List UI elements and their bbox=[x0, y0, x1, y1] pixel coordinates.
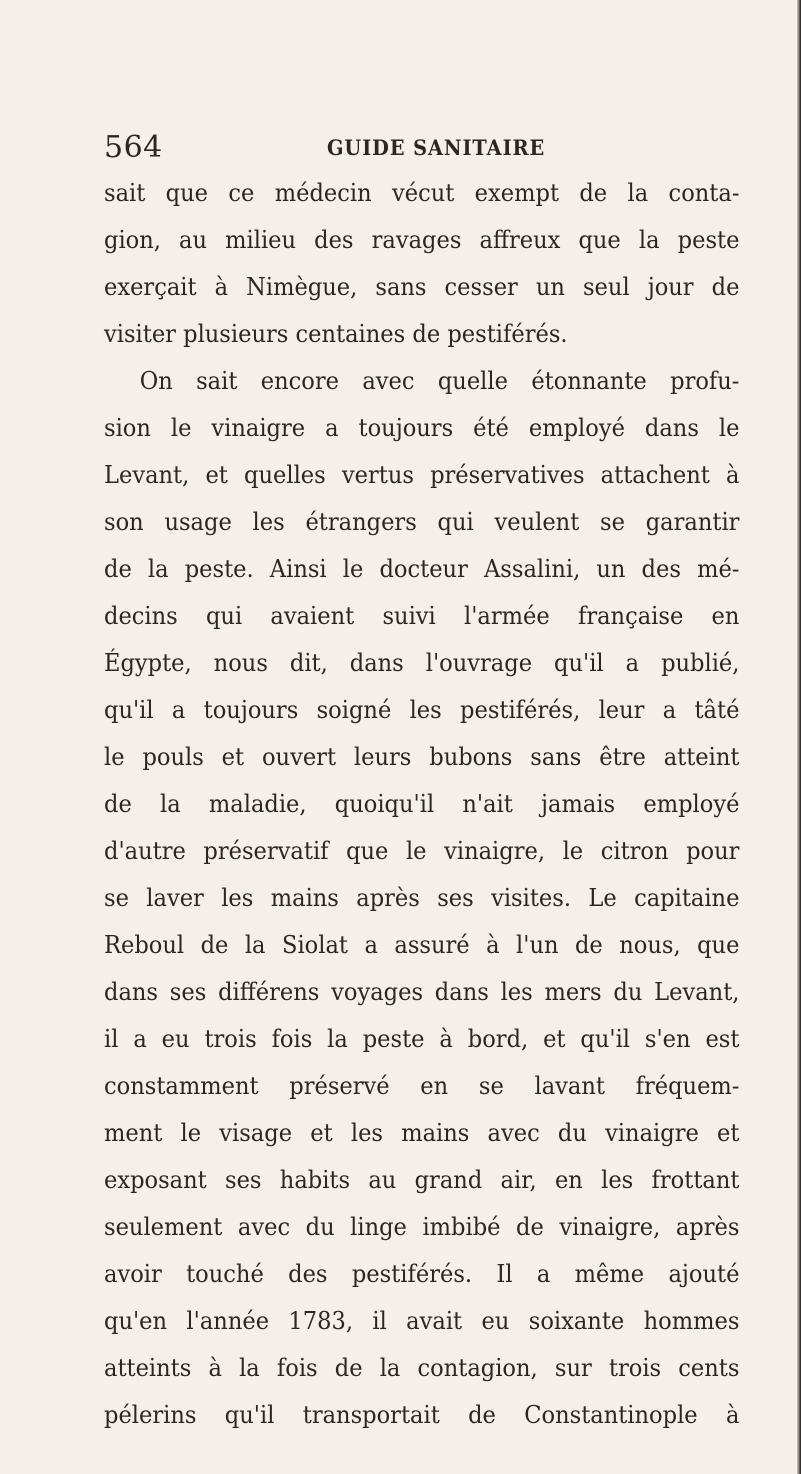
text-line: pélerins qu'il transportait de Constantinople à bbox=[104, 1401, 740, 1429]
text-line: constamment préservé en se lavant fréquem- bbox=[104, 1072, 740, 1100]
running-head: GUIDE SANITAIRE bbox=[327, 135, 546, 160]
text-line: il a eu trois fois la peste à bord, et qu'il s'en est bbox=[104, 1025, 740, 1053]
text-line: sion le vinaigre a toujours été employé dans le bbox=[104, 414, 740, 442]
text-line: sait que ce médecin vécut exempt de la conta- bbox=[104, 179, 740, 207]
text-line: dans ses différens voyages dans les mers du Levant, bbox=[104, 978, 740, 1006]
text-line: exerçait à Nimègue, sans cesser un seul jour de bbox=[104, 273, 740, 301]
page-number: 564 bbox=[104, 130, 163, 165]
text-line: de la maladie, quoiqu'il n'ait jamais employé bbox=[104, 790, 740, 818]
body-text bbox=[104, 170, 740, 1439]
text-line: gion, au milieu des ravages affreux que la peste bbox=[104, 226, 740, 254]
text-line: Égypte, nous dit, dans l'ouvrage qu'il a publié, bbox=[104, 649, 740, 677]
text-line: qu'en l'année 1783, il avait eu soixante hommes bbox=[104, 1307, 740, 1335]
text-line: seulement avec du linge imbibé de vinaigre, après bbox=[104, 1213, 740, 1241]
text-line: de la peste. Ainsi le docteur Assalini, un des mé- bbox=[104, 555, 740, 583]
text-line: atteints à la fois de la contagion, sur trois cents bbox=[104, 1354, 740, 1382]
text-line: visiter plusieurs centaines de pestiférés. bbox=[104, 320, 568, 348]
page-header bbox=[104, 128, 704, 168]
text-line: Reboul de la Siolat a assuré à l'un de nous, que bbox=[104, 931, 740, 959]
text-line: exposant ses habits au grand air, en les frottant bbox=[104, 1166, 740, 1194]
page-edge-shadow bbox=[797, 0, 801, 1474]
text-line: qu'il a toujours soigné les pestiférés, leur a tâté bbox=[104, 696, 740, 724]
text-line: le pouls et ouvert leurs bubons sans être atteint bbox=[104, 743, 740, 771]
text-line: avoir touché des pestiférés. Il a même ajouté bbox=[104, 1260, 740, 1288]
text-line: ment le visage et les mains avec du vinaigre et bbox=[104, 1119, 740, 1147]
text-line: se laver les mains après ses visites. Le capitaine bbox=[104, 884, 740, 912]
text-line: son usage les étrangers qui veulent se garantir bbox=[104, 508, 740, 536]
text-line: Levant, et quelles vertus préservatives attachent à bbox=[104, 461, 740, 489]
text-line: d'autre préservatif que le vinaigre, le citron pour bbox=[104, 837, 740, 865]
text-line: On sait encore avec quelle étonnante profu- bbox=[139, 367, 740, 395]
text-line: decins qui avaient suivi l'armée française en bbox=[104, 602, 740, 630]
